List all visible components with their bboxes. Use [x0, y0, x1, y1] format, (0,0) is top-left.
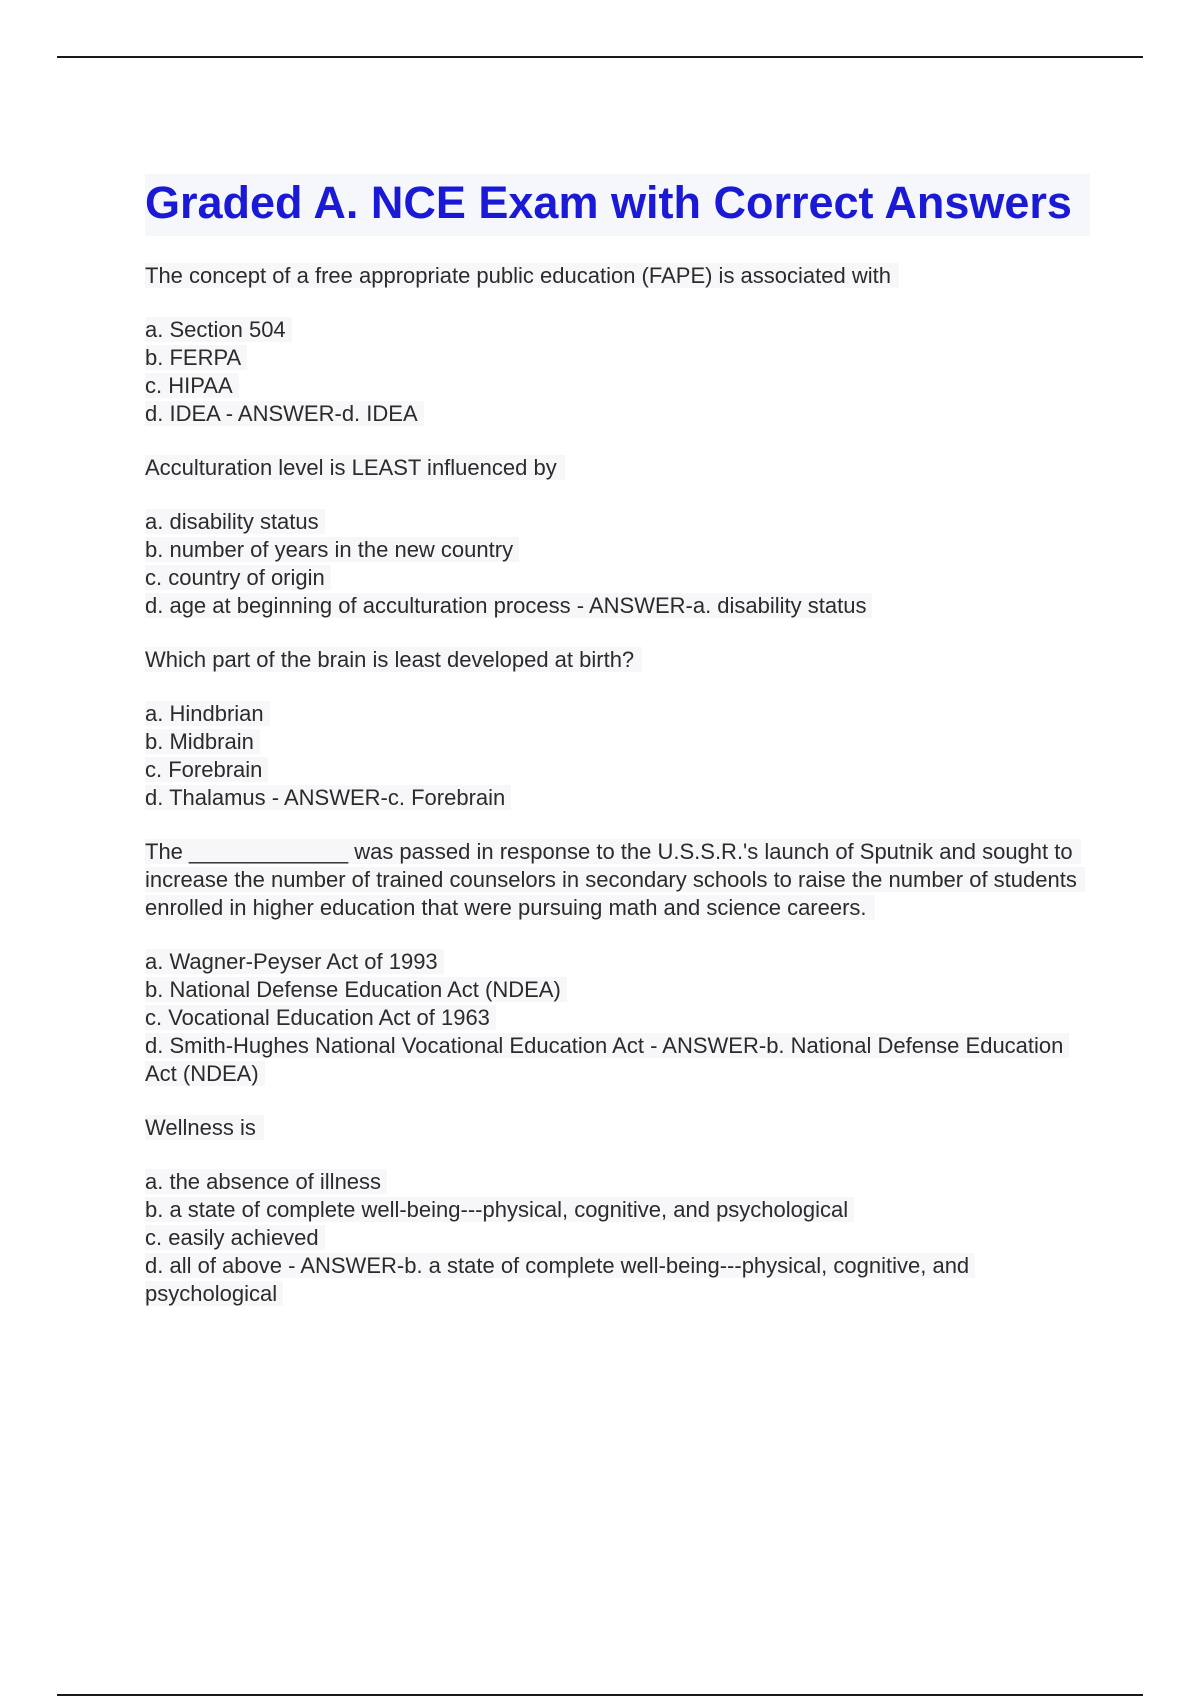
- option-a: a. Hindbrian: [145, 700, 1090, 728]
- option-b: b. number of years in the new country: [145, 536, 1090, 564]
- option-b: b. Midbrain: [145, 728, 1090, 756]
- option-c: c. Forebrain: [145, 756, 1090, 784]
- option-a: a. disability status: [145, 508, 1090, 536]
- question-prompt: Wellness is: [145, 1115, 264, 1140]
- question-prompt: The concept of a free appropriate public education (FAPE) is associated with: [145, 263, 899, 288]
- option-d-with-answer: d. all of above - ANSWER-b. a state of complete well-being---physical, cognitive, and psychological: [145, 1252, 1090, 1308]
- question-5: [145, 1114, 1090, 1308]
- document-body: [145, 174, 1090, 1334]
- question-1: [145, 262, 1090, 428]
- answer-options: [145, 1168, 1090, 1308]
- option-d-with-answer: d. IDEA - ANSWER-d. IDEA: [145, 400, 1090, 428]
- option-d-with-answer: d. age at beginning of acculturation process - ANSWER-a. disability status: [145, 592, 1090, 620]
- answer-options: [145, 316, 1090, 428]
- question-prompt: Acculturation level is LEAST influenced by: [145, 455, 565, 480]
- question-prompt: The _____________ was passed in response to the U.S.S.R.'s launch of Sputnik and sought to increase the number of trained counselors in secondary schools to raise the number of students enrolled in higher education that were pursuing math and science careers.: [145, 839, 1085, 920]
- option-c: c. HIPAA: [145, 372, 1090, 400]
- option-c: c. easily achieved: [145, 1224, 1090, 1252]
- option-a: a. the absence of illness: [145, 1168, 1090, 1196]
- title-block: [145, 174, 1090, 236]
- footer-rule: [57, 1694, 1143, 1696]
- question-4: [145, 838, 1090, 1088]
- answer-options: [145, 948, 1090, 1088]
- answer-options: [145, 508, 1090, 620]
- option-c: c. country of origin: [145, 564, 1090, 592]
- option-c: c. Vocational Education Act of 1963: [145, 1004, 1090, 1032]
- option-b: b. National Defense Education Act (NDEA): [145, 976, 1090, 1004]
- option-a: a. Section 504: [145, 316, 1090, 344]
- question-3: [145, 646, 1090, 812]
- header-rule: [57, 56, 1143, 58]
- option-d-with-answer: d. Thalamus - ANSWER-c. Forebrain: [145, 784, 1090, 812]
- answer-options: [145, 700, 1090, 812]
- option-b: b. a state of complete well-being---physical, cognitive, and psychological: [145, 1196, 1090, 1224]
- option-a: a. Wagner-Peyser Act of 1993: [145, 948, 1090, 976]
- question-2: [145, 454, 1090, 620]
- option-b: b. FERPA: [145, 344, 1090, 372]
- question-prompt: Which part of the brain is least developed at birth?: [145, 647, 642, 672]
- document-title: Graded A. NCE Exam with Correct Answers: [145, 177, 1072, 228]
- option-d-with-answer: d. Smith-Hughes National Vocational Education Act - ANSWER-b. National Defense Education Act (NDEA): [145, 1032, 1090, 1088]
